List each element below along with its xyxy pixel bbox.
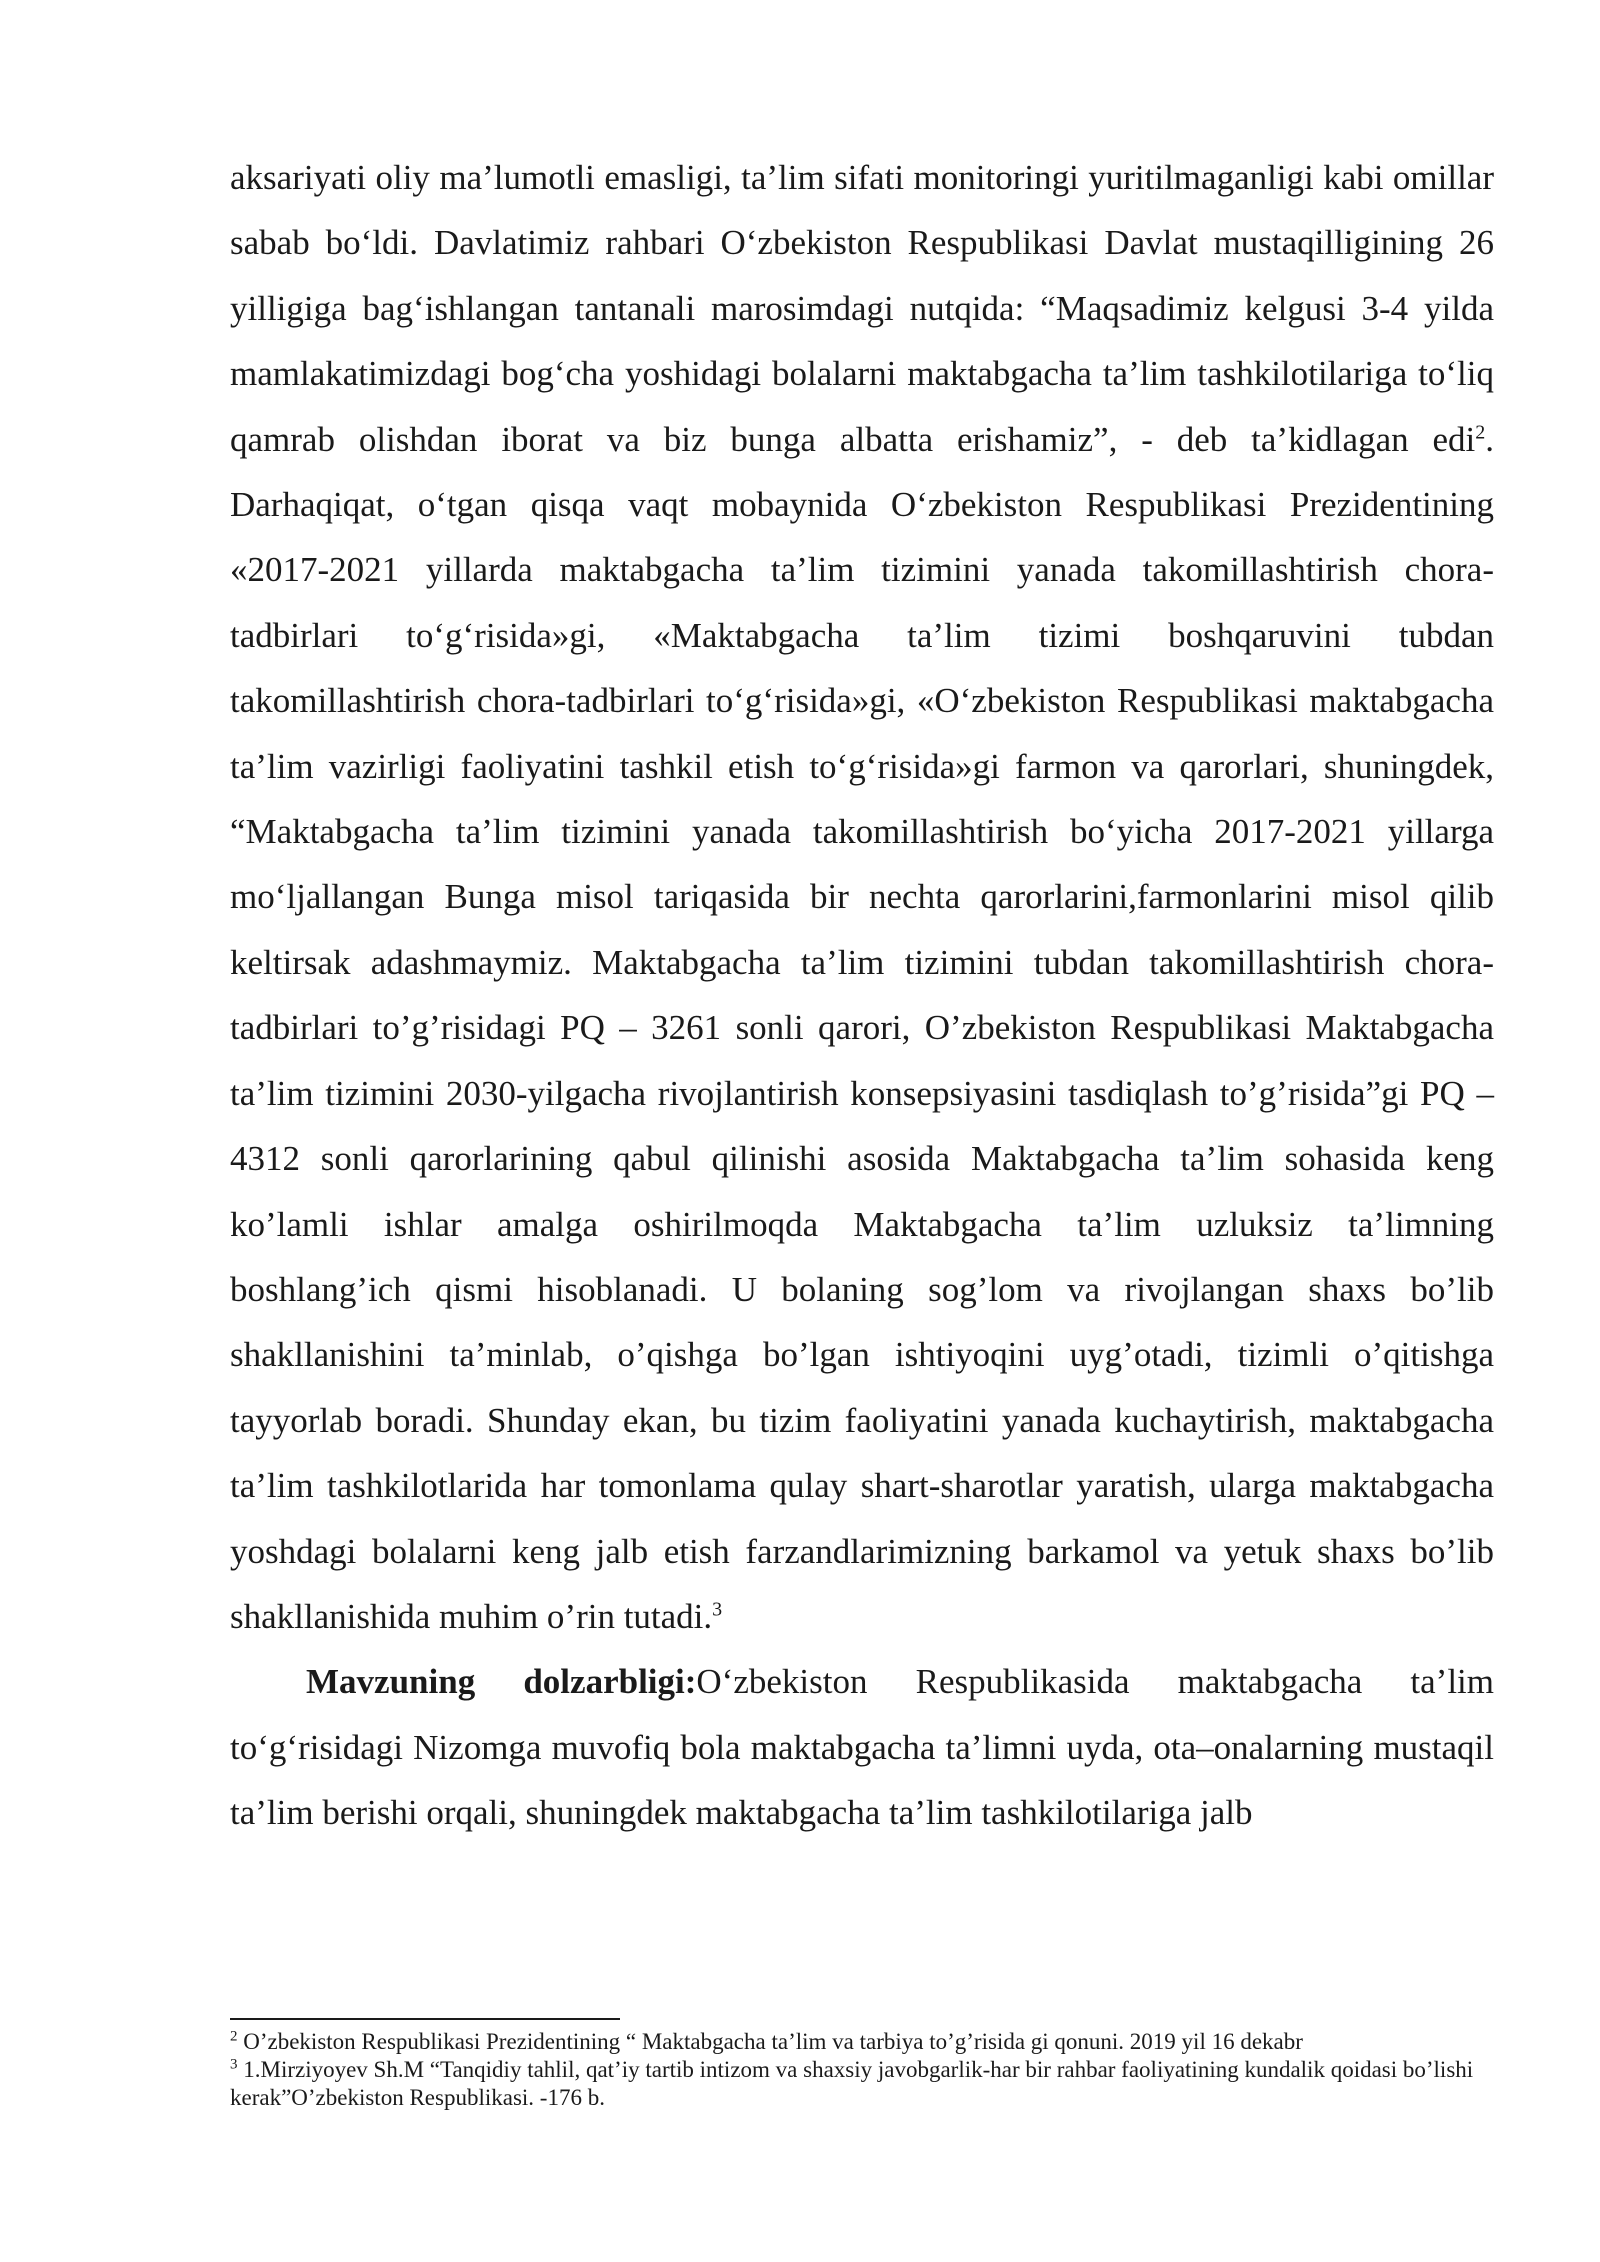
body-paragraph-2	[230, 1649, 1494, 1845]
footnote-2-text: O’zbekiston Respublikasi Prezidentining “ Maktabgacha ta’lim va tarbiya to’g’risida gi qonuni. 2019 yil 16 dekabr	[237, 2029, 1303, 2054]
paragraph-2-text: O‘zbekiston Respublikasida maktabgacha ta’lim to‘g‘risidagi Nizomga muvofiq bola maktabgacha ta’limni uyda, ota–onalarning mustaqil ta’lim berishi orqali, shuningdek maktabgacha ta’lim tashkilotilariga jalb	[230, 1662, 1495, 1833]
body-paragraph-1	[230, 145, 1494, 1649]
paragraph-1-text-continued: . Darhaqiqat, o‘tgan qisqa vaqt mobaynida O‘zbekiston Respublikasi Prezidentining «2017-2021 yillarda maktabgacha ta’lim tizimini yanada takomillashtirish chora-tadbirlari to‘g‘risida»gi, «Maktabgacha ta’lim tizimi boshqaruvini tubdan takomillashtirish chora-tadbirlari to‘g‘risida»gi, «O‘zbekiston Respublikasi maktabgacha ta’lim vazirligi faoliyatini tashkil etish to‘g‘risida»gi farmon va qarorlari, shuningdek, “Maktabgacha ta’lim tizimini yanada takomillashtirish bo‘yicha 2017-2021 yillarga mo‘ljallangan Bunga misol tariqasida bir nechta qarorlarini,farmonlarini misol qilib keltirsak adashmaymiz. Maktabgacha ta’lim tizimini tubdan takomillashtirish chora-tadbirlari to’g’risidagi PQ – 3261 sonli qarori, O’zbekiston Respublikasi Maktabgacha ta’lim tizimini 2030-yilgacha rivojlantirish konsepsiyasini tasdiqlash to’g’risida”gi PQ – 4312 sonli qarorlarining qabul qilinishi asosida Maktabgacha ta’lim sohasida keng ko’lamli ishlar amalga oshirilmoqda Maktabgacha ta’lim uzluksiz ta’limning boshlang’ich qismi hisoblanadi. U bolaning sog’lom va rivojlangan shaxs bo’lib shakllanishini ta’minlab, o’qishga bo’lgan ishtiyoqini uyg’otadi, tizimli o’qitishga tayyorlab boradi. Shunday ekan, bu tizim faoliyatini yanada kuchaytirish, maktabgacha ta’lim tashkilotlarida har tomonlama qulay shart-sharotlar yaratish, ularga maktabgacha yoshdagi bolalarni keng jalb etish farzandlarimizning barkamol va yetuk shaxs bo’lib shakllanishida muhim o’rin tutadi.	[230, 419, 1494, 1636]
footnotes	[230, 2028, 1494, 2112]
paragraph-1-text: aksariyati oliy ma’lumotli emasligi, ta’lim sifati monitoringi yuritilmaganligi kabi omillar sabab bo‘ldi. Davlatimiz rahbari O‘zbekiston Respublikasi Davlat mustaqilligining 26 yilligiga bag‘ishlangan tantanali marosimdagi nutqida: “Maqsadimiz kelgusi 3-4 yilda mamlakatimizdagi bog‘cha yoshidagi bolalarni maktabgacha ta’lim tashkilotilariga to‘liq qamrab olishdan iborat va biz bunga albatta erishamiz”, - deb ta’kidlagan edi	[230, 158, 1494, 459]
footnote-3-text: 1.Mirziyoyev Sh.M “Tanqidiy tahlil, qat’iy tartib intizom va shaxsiy javobgarlik-har bir rahbar faoliyatining kundalik qoidasi bo’lishi kerak”O’zbekiston Respublikasi. -176 b.	[230, 2057, 1474, 2110]
footnote-separator	[230, 2018, 620, 2020]
footnote-2	[230, 2028, 1494, 2056]
footnote-3	[230, 2056, 1494, 2112]
footnote-2-mark: 2	[230, 2028, 238, 2045]
footnote-ref-2[interactable]: 2	[1475, 420, 1486, 443]
document-page	[230, 145, 1494, 1846]
section-heading-relevance: Mavzuning dolzarbligi:	[306, 1662, 697, 1702]
footnote-3-mark: 3	[230, 2056, 238, 2073]
footnote-ref-3[interactable]: 3	[712, 1598, 723, 1621]
